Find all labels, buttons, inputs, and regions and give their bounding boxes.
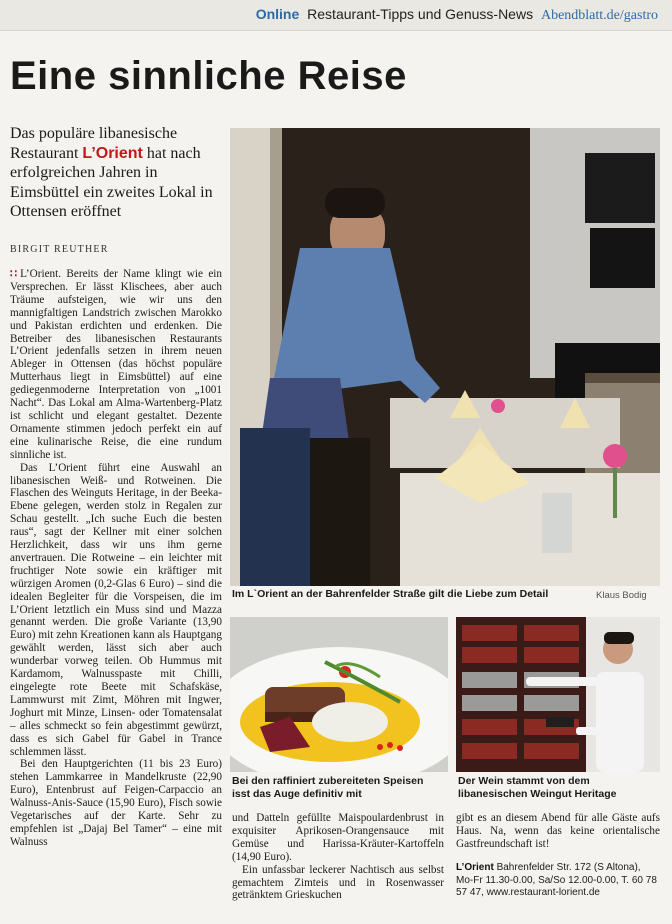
- body-column-1: [10, 268, 222, 849]
- top-banner: [0, 0, 672, 31]
- food-plate-image: [230, 617, 448, 772]
- page-title: Eine sinnliche Reise: [10, 54, 407, 98]
- wine-rack-image: [456, 617, 660, 772]
- article-dek: [10, 124, 222, 222]
- wine-photo-caption: Der Wein stammt von dem libanesischen Weingut Heritage: [458, 775, 617, 800]
- info-contact[interactable]: T. 60 78 57 47, www.restaurant-lorient.de: [456, 874, 657, 898]
- banner-site-link[interactable]: Abendblatt.de/gastro: [540, 8, 658, 23]
- paragraph: gibt es an diesem Abend für alle Gäste aufs Haus. Na, wenn das keine orientalische Gastfreundschaft ist!: [456, 812, 660, 850]
- wine-photo: [456, 617, 660, 772]
- food-photo-caption: Bei den raffiniert zubereiteten Speisen isst das Auge definitiv mit: [232, 775, 424, 800]
- red-dots-icon: ∷: [10, 268, 18, 280]
- paragraph: und Datteln gefüllte Maispoulardenbrust in exquisiter Aprikosen-Orangensauce mit Gemüse und Harissa-Kräuter-Kartoffeln (14,90 Euro).: [232, 812, 444, 863]
- info-hours: Mo-Fr 11.30-0.00, Sa/So 12.00-0.00,: [456, 874, 619, 886]
- photo-credit: Klaus Bodig: [596, 590, 647, 601]
- banner-tagline: Restaurant-Tipps und Genuss-News: [307, 6, 534, 22]
- paragraph: ∷ L’Orient. Bereits der Name klingt wie ein Versprechen. Er lässt Klischees, aber auch Träume aufsteigen, wie wir uns den mannigfaltigen Landstrich zwischen Marokko und Pakistan erdichten und erdenken. Die Betreiber des libanesischen Restaurants L’Orient jedenfalls setzen in ihrem neuen Ableger in Ottensen (das höchst populäre Mutterhaus liegt in Eimsbüttel) auf eine gediegenmoderne Interpretation von „1001 Nacht“. Das Lokal am Alma-Wartenberg-Platz ist schlicht und elegant gestaltet. Dezente Ornamente stimmen jedoch perfekt ein auf eine kulinarische Reise, die eine rundum sinnliche ist.: [10, 268, 222, 461]
- banner-online: Online: [255, 6, 300, 22]
- food-photo: [230, 617, 448, 772]
- paragraph: Bei den Hauptgerichten (11 bis 23 Euro) stehen Lammkarree in Mandelkruste (22,90 Euro), Entenbrust auf Feigen-Carpaccio an Walnuss-Anis-Sauce (15,90 Euro), Fisch sowie Vegetarisches auf der Karte. Sehr zu empfehlen ist „Dajaj Bel Tamer“ – eine mit Walnuss: [10, 758, 222, 848]
- banner-text: [256, 6, 658, 24]
- paragraph: Das L’Orient führt eine Auswahl an libanesischen Weiß- und Rotweinen. Die Flaschen des Weinguts Heritage, in der Beeka-Ebene gelegen, werden stolz in Regalen zur Schau gestellt. „Ich suche Euch die besten raus“, sagt der Kellner mit einer solchen Herzlichkeit, dass wir uns ihm gerne anvertrauen. Die Rotweine – ein leichter mit fruchtiger Note sowie ein kräftiger mit würzigen Aromen (0,2-Glas 6 Euro) – sind die idealen Begleiter für die Vorspeisen, die im L’Orient letztlich ein Muss sind und Mazza genannt werden. Die große Variante (13,90 Euro) mit zehn Kreationen kann als Hauptgang gewählt werden, lässt sich aber auch wunderbar vorweg teilen. Ob Hummus mit Kardamom, Walnusspaste mit Chilli, eingelegte rote Beete mit Schafskäse, Lammwurst mit Zimt, Möhren mit Ingwer, Joghurt mit Minze, Linsen- oder Tomatensalat – alles schmeckt so fein abgestimmt gewürzt, dass es sich Gabel für Gabel in Trance schlemmen lässt.: [10, 461, 222, 758]
- dek-before: Das populäre libanesische Restaurant: [10, 125, 178, 162]
- info-name: L’Orient: [456, 862, 494, 873]
- author-byline: BIRGIT REUTHER: [10, 244, 109, 255]
- paragraph: Ein unfassbar leckerer Nachtisch aus selbst gemachtem Zimteis und in Rosenwasser getränktem Grieskuchen: [232, 863, 444, 902]
- restaurant-interior-image: [230, 128, 660, 586]
- body-column-2: [232, 812, 444, 902]
- body-column-3: [456, 812, 660, 851]
- info-address: Bahrenfelder Str. 172 (S Altona),: [496, 862, 641, 873]
- dek-after: hat nach erfolgreichen Jahren in Eimsbüttel ein zweites Lokal in Ottensen eröffnet: [10, 144, 213, 220]
- restaurant-info-box: [456, 862, 660, 900]
- main-photo: [230, 128, 660, 586]
- main-photo-caption: Im L`Orient an der Bahrenfelder Straße gilt die Liebe zum Detail: [232, 588, 549, 600]
- dek-restaurant-name: L’Orient: [82, 144, 143, 162]
